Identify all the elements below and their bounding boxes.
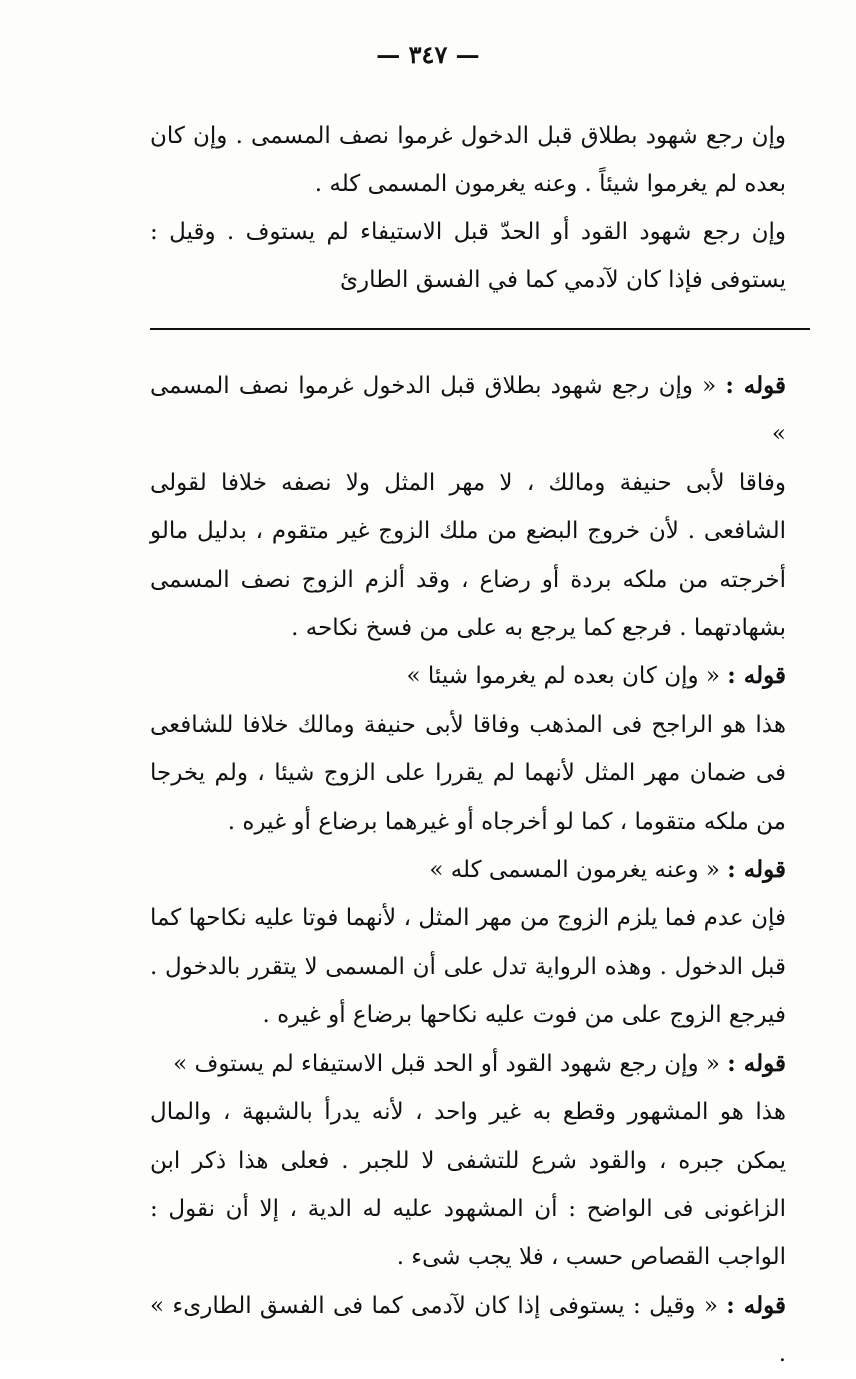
main-paragraph: وإن رجع شهود بطلاق قبل الدخول غرموا نصف المسمى . وإن كان بعده لم يغرموا شيئاً . وعنه يغرمون المسمى كله . bbox=[150, 123, 786, 197]
commentary-label: قوله : bbox=[727, 856, 786, 884]
main-paragraph: وإن رجع شهود القود أو الحدّ قبل الاستيفاء لم يستوف . وقيل : يستوفى فإذا كان لآدمي كما في الفسق الطارئ bbox=[150, 219, 786, 293]
commentary-paragraph: هذا هو المشهور وقطع به غير واحد ، لأنه يدرأ بالشبهة ، والمال يمكن جبره ، والقود شرع للتشفى لا للجبر . فعلى هذا ذكر ابن الزاغونى فى الواضح : أن المشهود عليه له الدية ، إلا أن نقول : الواجب القصاص حسب ، فلا يجب شىء . bbox=[150, 1099, 786, 1271]
commentary-quote: « وإن كان بعده لم يغرموا شيئا » bbox=[406, 663, 720, 690]
commentary-paragraph: فإن عدم فما يلزم الزوج من مهر المثل ، لأنهما فوتا عليه نكاحها كما قبل الدخول . وهذه الرواية تدل على أن المسمى لا يتقرر بالدخول . فيرجع الزوج على من فوت عليه نكاحها برضاع أو غيره . bbox=[150, 905, 786, 1029]
commentary-label: قوله : bbox=[727, 662, 786, 690]
commentary-quote: « وإن رجع شهود بطلاق قبل الدخول غرموا نصف المسمى » bbox=[150, 373, 786, 448]
commentary-label: قوله : bbox=[727, 1049, 786, 1077]
commentary-quote: « وإن رجع شهود القود أو الحد قبل الاستيفاء لم يستوف » bbox=[173, 1050, 720, 1077]
commentary-quote: « وعنه يغرمون المسمى كله » bbox=[429, 857, 720, 884]
page-number: — ٣٤٧ — bbox=[376, 40, 480, 69]
commentary-paragraph: وفاقا لأبى حنيفة ومالك ، لا مهر المثل ولا نصفه خلافا لقولى الشافعى . لأن خروج البضع من ملك الزوج غير متقوم ، بدليل مالو أخرجته من ملكه بردة أو رضاع ، وقد ألزم الزوج نصف المسمى بشهادتهما . فرجع كما يرجع به على من فسخ نكاحه . bbox=[150, 469, 786, 642]
commentary-label: قوله : bbox=[725, 372, 786, 399]
commentary-paragraph: هذا هو الراجح فى المذهب وفاقا لأبى حنيفة ومالك خلافا للشافعى فى ضمان مهر المثل لأنهما لم يقررا على الزوج شيئا ، ولم يخرجا من ملكه متقوما ، كما لو أخرجاه أو غيرهما برضاع أو غيره . bbox=[150, 711, 786, 835]
commentary-lemma bbox=[150, 652, 812, 700]
commentary-lemma bbox=[150, 846, 812, 894]
commentary-label: قوله : bbox=[726, 1291, 786, 1319]
commentary-lemma bbox=[150, 1282, 812, 1379]
main-text bbox=[150, 112, 812, 304]
commentary-lemma bbox=[150, 362, 812, 459]
separator-line bbox=[150, 328, 810, 330]
commentary bbox=[150, 362, 812, 1379]
commentary-quote: « وقيل : يستوفى إذا كان لآدمى كما فى الفسق الطارىء » . bbox=[150, 1292, 786, 1368]
commentary-lemma bbox=[150, 1040, 812, 1088]
